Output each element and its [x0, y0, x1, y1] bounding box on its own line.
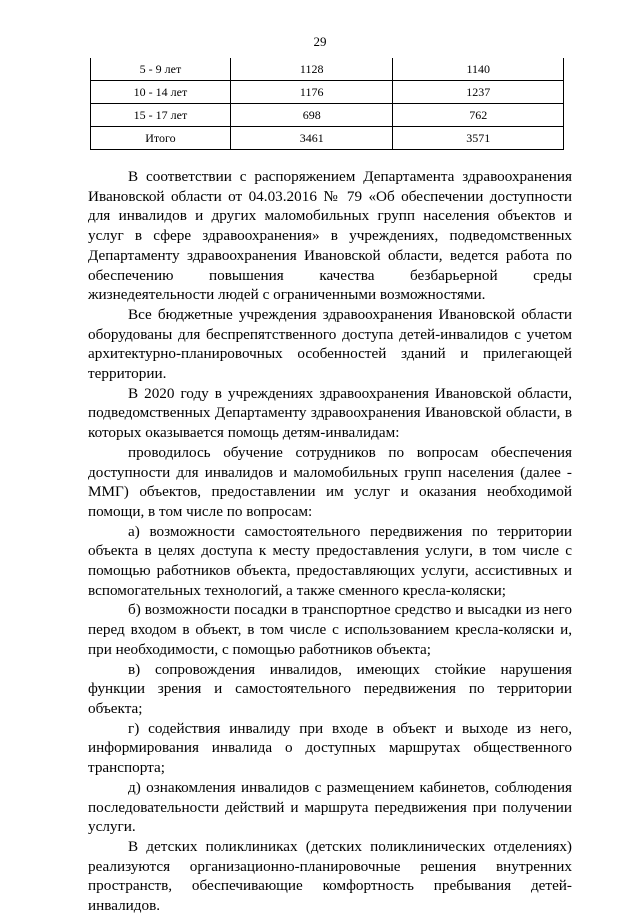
- list-item-d: д) ознакомления инвалидов с размещением кабинетов, соблюдения последовательности действий и маршрута передвижения при получении услуги.: [88, 778, 572, 836]
- table-cell-value: 1237: [393, 81, 564, 104]
- paragraph: В детских поликлиниках (детских поликлинических отделениях) реализуются организационно-планировочные решения внутренних пространств, обеспечивающие комфортность пребывания детей-инвалидов.: [88, 837, 572, 915]
- table-cell-value: 762: [393, 104, 564, 127]
- list-item-b: б) возможности посадки в транспортное средство и высадки из него перед входом в объект, в том числе с использованием кресла-коляски и, при необходимости, с помощью работников объекта;: [88, 601, 572, 658]
- page-number: 29: [313, 34, 327, 49]
- table-cell-age-group: 10 - 14 лет: [91, 81, 231, 104]
- table-cell-age-group: 15 - 17 лет: [91, 104, 231, 127]
- paragraph: проводилось обучение сотрудников по вопросам обеспечения доступности для инвалидов и маломобильных групп населения (далее - ММГ) объектов, предоставлении им услуг и оказания необходимой помощи, в том числе по вопросам:: [88, 443, 572, 520]
- table-row-total: [91, 127, 564, 150]
- list-item-v: в) сопровождения инвалидов, имеющих стойкие нарушения функции зрения и самостоятельного передвижения по территории объекта;: [88, 660, 572, 717]
- table-cell-total-label: Итого: [91, 127, 231, 150]
- list-item-a: а) возможности самостоятельного передвижения по территории объекта в целях доступа к месту предоставления услуги, в том числе с помощью работников объекта, предоставляющих услуги, ассистивных и вспомогательных технологий, а также сменного кресла-коляски;: [88, 522, 572, 599]
- table-cell-age-group: 5 - 9 лет: [91, 58, 231, 81]
- list-item-g: г) содействия инвалиду при входе в объект и выходе из него, информирования инвалида о доступных маршрутах общественного транспорта;: [88, 719, 572, 777]
- statistics-table: [90, 58, 564, 150]
- table-cell-value: 1128: [230, 58, 393, 81]
- table-row: [91, 58, 564, 81]
- table-cell-value: 698: [230, 104, 393, 127]
- table-cell-total-value: 3461: [230, 127, 393, 150]
- paragraph: Все бюджетные учреждения здравоохранения Ивановской области оборудованы для беспрепятственного доступа детей-инвалидов с учетом архитектурно-планировочных особенностей зданий и прилегающей территории.: [88, 305, 572, 383]
- document-body: [88, 167, 572, 916]
- table-cell-total-value: 3571: [393, 127, 564, 150]
- table-row: [91, 104, 564, 127]
- table-cell-value: 1176: [230, 81, 393, 104]
- table-row: [91, 81, 564, 104]
- table-cell-value: 1140: [393, 58, 564, 81]
- paragraph: В соответствии с распоряжением Департамента здравоохранения Ивановской области от 04.03.2016 № 79 «Об обеспечении доступности для инвалидов и других маломобильных групп населения объектов и услуг в сфере здравоохранения» в учреждениях, подведомственных Департаменту здравоохранения Ивановской области, ведется работа по обеспечению повышения качества безбарьерной среды жизнедеятельности людей с ограниченными возможностями.: [88, 168, 572, 304]
- paragraph: В 2020 году в учреждениях здравоохранения Ивановской области, подведомственных Департаменту здравоохранения Ивановской области, в которых оказывается помощь детям-инвалидам:: [88, 384, 572, 442]
